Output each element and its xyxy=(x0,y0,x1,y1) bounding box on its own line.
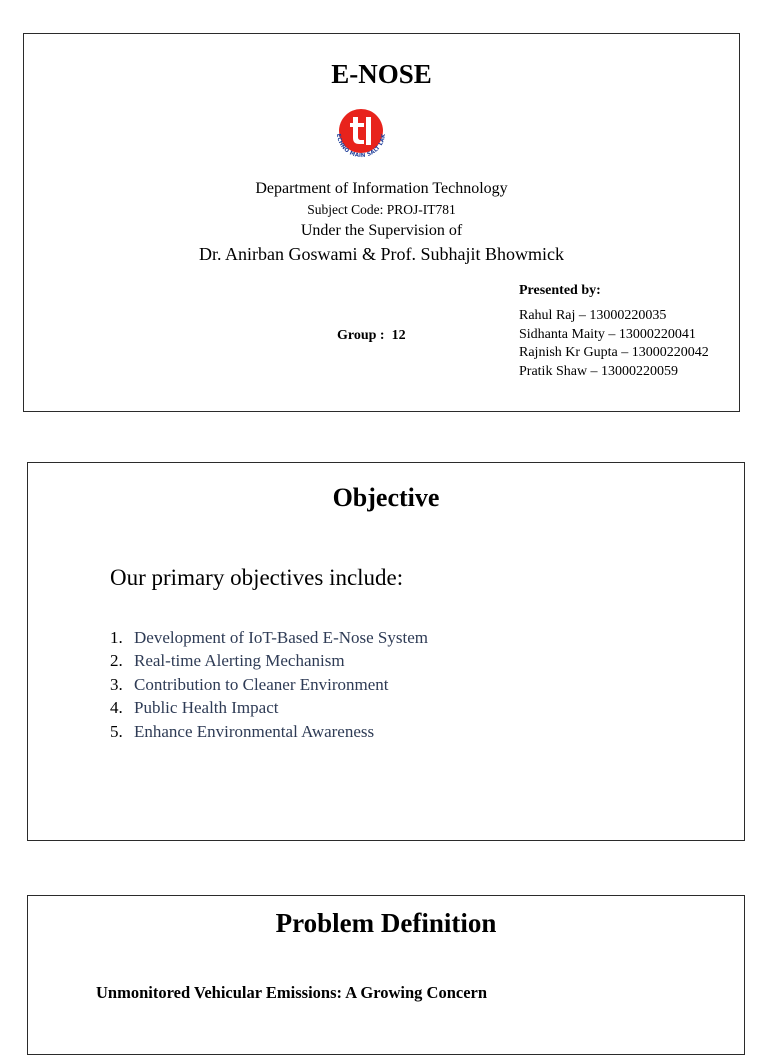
list-item: 3. Contribution to Cleaner Environment xyxy=(110,674,389,694)
member-item: Rajnish Kr Gupta – 13000220042 xyxy=(519,345,709,360)
list-item: 1. Development of IoT-Based E-Nose System xyxy=(110,628,428,647)
list-item: 2. Real-time Alerting Mechanism xyxy=(110,651,345,671)
title-slide xyxy=(23,33,740,412)
problem-subtitle: Unmonitored Vehicular Emissions: A Growing Concern xyxy=(96,983,488,1002)
svg-text:TECHNO MAIN SALT LAKE: ECHNO MAIN SALT LAK xyxy=(334,133,388,160)
supervision-label: Under the Supervision of xyxy=(300,222,463,239)
problem-title: Problem Definition xyxy=(275,908,497,938)
objective-title: Objective xyxy=(332,483,440,512)
list-item: 4. Public Health Impact xyxy=(110,698,279,718)
department-name: Department of Information Technology xyxy=(255,180,508,197)
group-number: Group : 12 xyxy=(337,328,406,343)
member-item: Rahul Raj – 13000220035 xyxy=(519,308,667,323)
objective-slide xyxy=(27,462,745,841)
objective-list xyxy=(110,626,428,743)
problem-definition-slide xyxy=(27,895,745,1055)
member-item: Pratik Shaw – 13000220059 xyxy=(519,363,679,379)
member-list xyxy=(519,307,709,381)
presented-by-label: Presented by: xyxy=(519,283,601,298)
list-item: 5. Enhance Environmental Awareness xyxy=(110,721,375,741)
member-item: Sidhanta Maity – 13000220041 xyxy=(519,326,696,342)
subject-code: Subject Code: PROJ-IT781 xyxy=(307,202,456,217)
objective-intro: Our primary objectives include: xyxy=(110,565,404,590)
presentation-title: E-NOSE xyxy=(331,59,432,89)
supervisor-names: Dr. Anirban Goswami & Prof. Subhajit Bhowmick xyxy=(199,244,564,264)
institute-logo xyxy=(329,103,393,167)
